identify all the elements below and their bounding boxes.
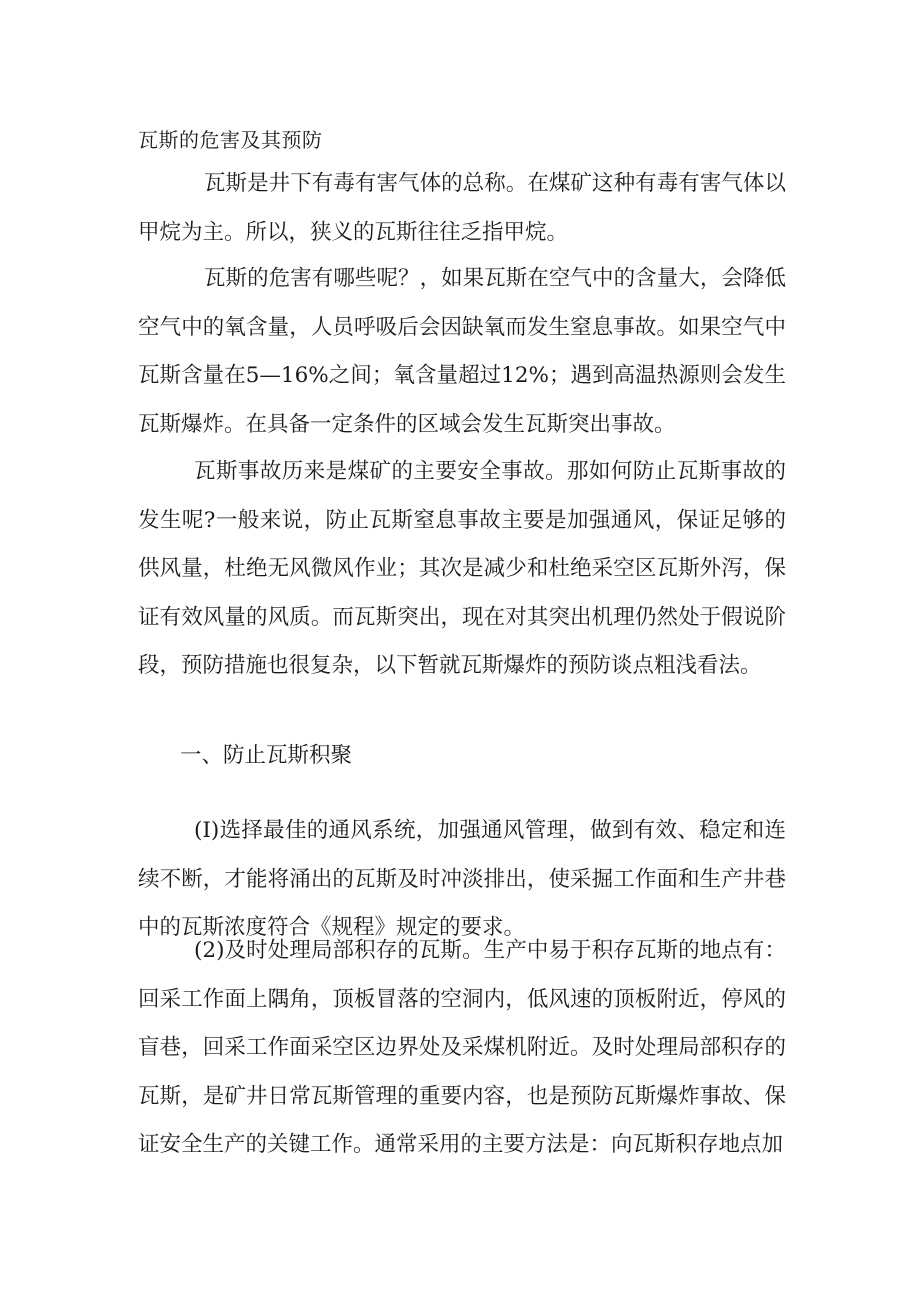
paragraph-definition: 瓦斯是井下有毒有害气体的总称。在煤矿这种有毒有害气体以甲烷为主。所以，狭义的瓦斯往往乏指甲烷。 xyxy=(138,171,786,245)
paragraph-prevention-overview: 瓦斯事故历来是煤矿的主要安全事故。那如何防止瓦斯事故的发生呢?一般来说，防止瓦斯窒息事故主要是加强通风，保证足够的供风量，杜绝无风微风作业；其次是减少和杜绝采空区瓦斯外泻，保证有效风量的风质。而瓦斯突出，现在对其突出机理仍然处于假说阶段，预防措施也很复杂，以下暂就瓦斯爆炸的预防谈点粗浅看法。 xyxy=(138,459,786,678)
section-heading: 一、防止瓦斯积聚 xyxy=(180,743,353,768)
paragraph-hazards: 瓦斯的危害有哪些呢？，如果瓦斯在空气中的含量大，会降低空气中的氧含量，人员呼吸后会因缺氧而发生窒息事故。如果空气中瓦斯含量在5—16%之间；氧含量超过12%；遇到高温热源则会发生瓦斯爆炸。在具备一定条件的区域会发生瓦斯突出事故。 xyxy=(138,266,786,437)
paragraph-ventilation-system: (I)选择最佳的通风系统，加强通风管理，做到有效、稳定和连续不断，才能将涌出的瓦斯及时冲淡排出，使采掘工作面和生产井巷中的瓦斯浓度符合《规程》规定的要求。 xyxy=(138,818,786,940)
document-title: 瓦斯的危害及其预防 xyxy=(138,128,323,152)
paragraph-local-gas-accumulation: (2)及时处理局部积存的瓦斯。生产中易于积存瓦斯的地点有：回采工作面上隅角，顶板冒落的空洞内，低风速的顶板附近，停风的盲巷，回采工作面采空区边界处及采煤机附近。及时处理局部积存的瓦斯，是矿井日常瓦斯管理的重要内容，也是预防瓦斯爆炸事故、保证安全生产的关键工作。通常采用的主要方法是：向瓦斯积存地点加 xyxy=(138,938,786,1157)
